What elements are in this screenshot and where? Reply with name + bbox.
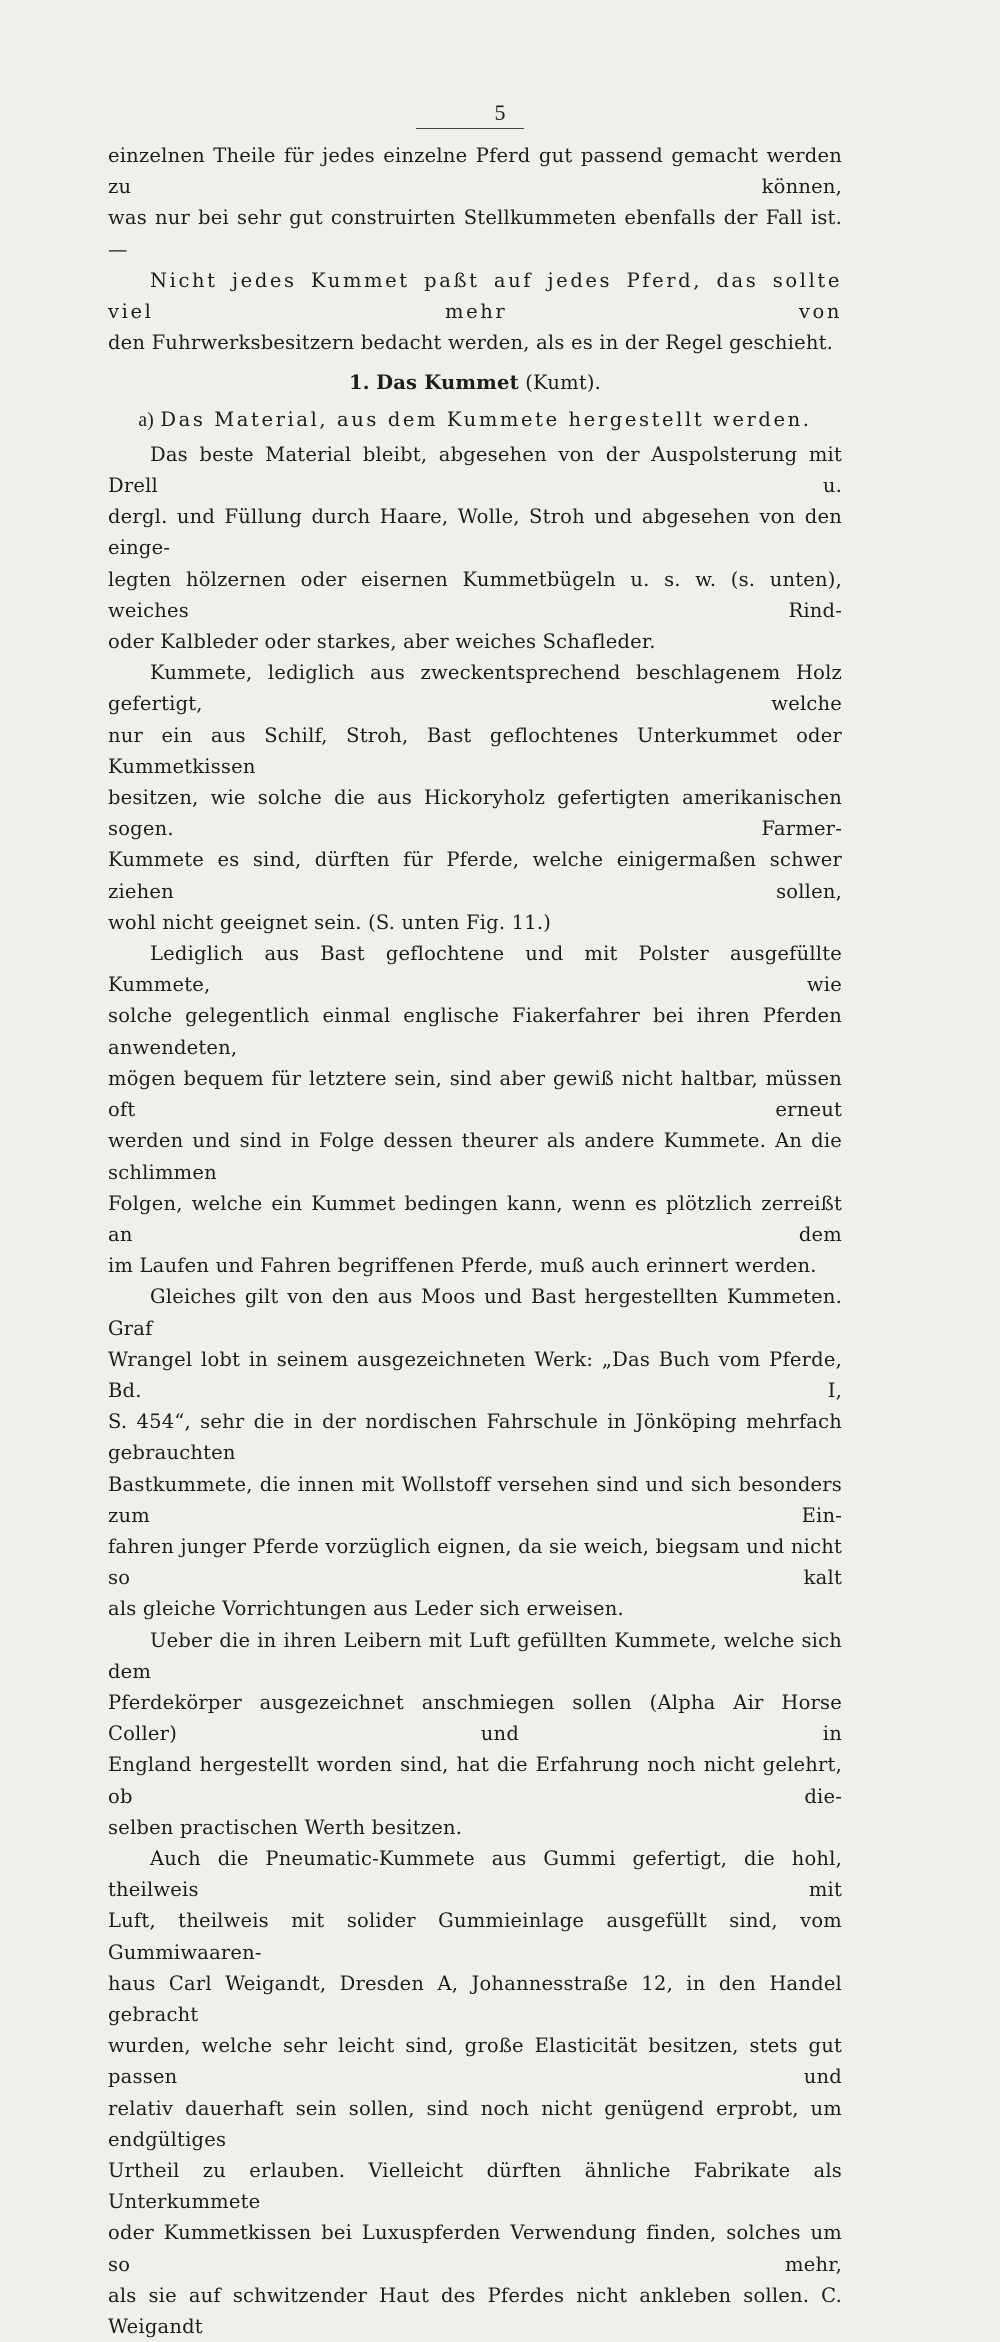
text-line: besitzen, wie solche die aus Hickoryholz gefertigten amerikanischen sogen. Farmer- <box>108 786 842 841</box>
text-line: Das beste Material bleibt, abgesehen von der Auspolsterung mit Drell u. <box>108 442 842 498</box>
text-line: haus Carl Weigandt, Dresden A, Johannesstraße 12, in den Handel gebracht <box>108 1971 842 2026</box>
text-line: als gleiche Vorrichtungen aus Leder sich erweisen. <box>108 1597 624 1621</box>
text-line: Gleiches gilt von den aus Moos und Bast hergestellten Kummeten. Graf <box>108 1285 842 1340</box>
page-number-rule <box>416 128 524 129</box>
text-line: einzelnen Theile für jedes einzelne Pferd gut passend gemacht werden zu können, <box>108 144 842 199</box>
text-line: Nicht jedes Kummet paßt auf jedes Pferd, das sollte viel mehr von <box>108 268 842 324</box>
text-line: selben practischen Werth besitzen. <box>108 1815 463 1839</box>
text-line: nur ein aus Schilf, Stroh, Bast geflochtenes Unterkummet oder Kummetkissen <box>108 723 842 778</box>
text-line: was nur bei sehr gut construirten Stellkummeten ebenfalls der Fall ist. — <box>108 206 842 261</box>
body-text <box>108 140 842 2342</box>
text-line: oder Kummetkissen bei Luxuspferden Verwendung finden, solches um so mehr, <box>108 2221 842 2276</box>
text-line: dergl. und Füllung durch Haare, Wolle, Stroh und abgesehen von den einge- <box>108 505 842 560</box>
text-line: wohl nicht geeignet sein. (S. unten Fig. 11.) <box>108 910 552 934</box>
paragraph <box>108 1625 842 1843</box>
paragraph-continuation <box>108 140 842 265</box>
text-line: Ueber die in ihren Leibern mit Luft gefüllten Kummete, welche sich dem <box>108 1628 842 1683</box>
text-line: solche gelegentlich einmal englische Fiakerfahrer bei ihren Pferden anwendeten, <box>108 1004 842 1059</box>
text-line: werden und sind in Folge dessen theurer als andere Kummete. An die schlimmen <box>108 1129 842 1184</box>
subsection-heading <box>108 404 842 436</box>
text-line: Kummete, lediglich aus zweckentsprechend beschlagenem Holz gefertigt, welche <box>108 661 842 716</box>
text-line: im Laufen und Fahren begriffenen Pferde, muß auch erinnert werden. <box>108 1254 817 1278</box>
paragraph <box>108 657 842 938</box>
text-line: den Fuhrwerksbesitzern bedacht werden, als es in der Regel geschieht. <box>108 331 834 355</box>
section-subtitle: (Kumt). <box>525 371 602 395</box>
text-line: oder Kalbleder oder starkes, aber weiches Schafleder. <box>108 630 656 654</box>
text-line: Pferdekörper ausgezeichnet anschmiegen sollen (Alpha Air Horse Coller) und in <box>108 1690 842 1746</box>
text-line: Lediglich aus Bast geflochtene und mit Polster ausgefüllte Kummete, wie <box>108 942 842 997</box>
paragraph <box>108 1281 842 1624</box>
section-title: Das Kummet <box>376 371 519 395</box>
text-line: relativ dauerhaft sein sollen, sind noch nicht genügend erprobt, um endgültiges <box>108 2096 842 2151</box>
page-number: 5 <box>494 100 506 125</box>
paragraph <box>108 439 842 657</box>
subsection-title: Das Material, aus dem Kummete hergestellt werden. <box>160 407 812 431</box>
text-line: S. 454“, sehr die in der nordischen Fahrschule in Jönköping mehrfach gebrauchten <box>108 1410 842 1465</box>
text-line: Bastkummete, die innen mit Wollstoff versehen sind und sich besonders zum Ein- <box>108 1472 842 1527</box>
text-line: fahren junger Pferde vorzüglich eignen, da sie weich, biegsam und nicht so kalt <box>108 1534 842 1590</box>
text-line: Urtheil zu erlauben. Vielleicht dürften ähnliche Fabrikate als Unterkummete <box>108 2159 842 2214</box>
text-line: mögen bequem für letztere sein, sind aber gewiß nicht haltbar, müssen oft erneut <box>108 1066 842 1122</box>
text-line: Folgen, welche ein Kummet bedingen kann, wenn es plötzlich zerreißt an dem <box>108 1191 842 1246</box>
text-line: Wrangel lobt in seinem ausgezeichneten Werk: „Das Buch vom Pferde, Bd. I, <box>108 1347 842 1402</box>
text-line: England hergestellt worden sind, hat die Erfahrung noch nicht gelehrt, ob die- <box>108 1753 842 1808</box>
subsection-letter: a) <box>138 409 154 431</box>
paragraph <box>108 938 842 1281</box>
text-line: legten hölzernen oder eisernen Kummetbügeln u. s. w. (s. unten), weiches Rind- <box>108 567 842 622</box>
paragraph <box>108 265 842 359</box>
text-line: Luft, theilweis mit solider Gummieinlage ausgefüllt sind, vom Gummiwaaren- <box>108 1909 842 1964</box>
paragraph <box>108 1843 842 2342</box>
text-line: Auch die Pneumatic-Kummete aus Gummi gefertigt, die hohl, theilweis mit <box>108 1846 842 1902</box>
text-line: als sie auf schwitzender Haut des Pferdes nicht ankleben sollen. C. Weigandt <box>108 2283 842 2339</box>
text-line: Kummete es sind, dürften für Pferde, welche einigermaßen schwer ziehen sollen, <box>108 848 842 903</box>
section-heading <box>108 367 842 398</box>
text-line: wurden, welche sehr leicht sind, große Elasticität besitzen, stets gut passen und <box>108 2034 842 2089</box>
section-number: 1. <box>348 371 370 395</box>
